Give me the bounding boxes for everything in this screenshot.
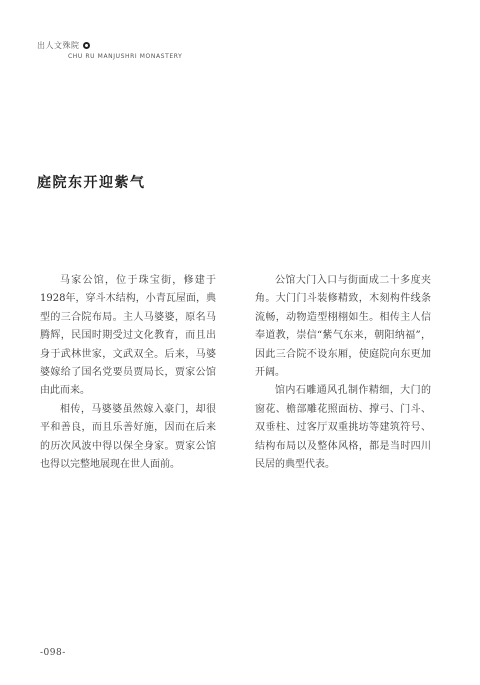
- paragraph: 公馆大门入口与街面成二十多度夹角。大门门斗装修精致，木刻构件线条流畅，动物造型栩栩如生。相传主人信奉道教，崇信“紫气东来，朝阳纳福”，因此三合院不设东厢，使庭院向东更加开阔。: [255, 275, 431, 379]
- paragraph: 馆内石雕通风孔制作精细，大门的窗花、檐部雕花照面枋、撑弓、门斗、双垂柱、过客厅双重挑坊等建筑符号、结构布局以及整体风格，都是当时四川民居的典型代表。: [255, 385, 431, 471]
- running-header: [37, 39, 183, 60]
- page-number: -098-: [40, 648, 66, 658]
- book-subtitle: CHU RU MANJUSHRI MONASTERY: [68, 53, 183, 60]
- right-column: [255, 272, 431, 474]
- header-row: [37, 39, 90, 51]
- paragraph: 马家公馆，位于珠宝街，修建于1928年，穿斗木结构，小青瓦屋面，典型的三合院布局。主人马婆婆，原名马腾辉，民国时期受过文化教育，而且出身于武林世家，文武双全。后来，马婆婆嫁给了国名党要员贾局长，贾家公馆由此而来。: [40, 275, 216, 397]
- paragraph: 相传，马婆婆虽然嫁入豪门，却很平和善良，而且乐善好施，因而在后来的历次风波中得以保全身家。贾家公馆也得以完整地展现在世人面前。: [40, 403, 216, 471]
- book-title: 出人文殊院: [37, 40, 80, 50]
- left-column: [40, 272, 216, 474]
- section-title: 庭院东开迎紫气: [37, 175, 146, 191]
- ring-icon: [83, 42, 90, 49]
